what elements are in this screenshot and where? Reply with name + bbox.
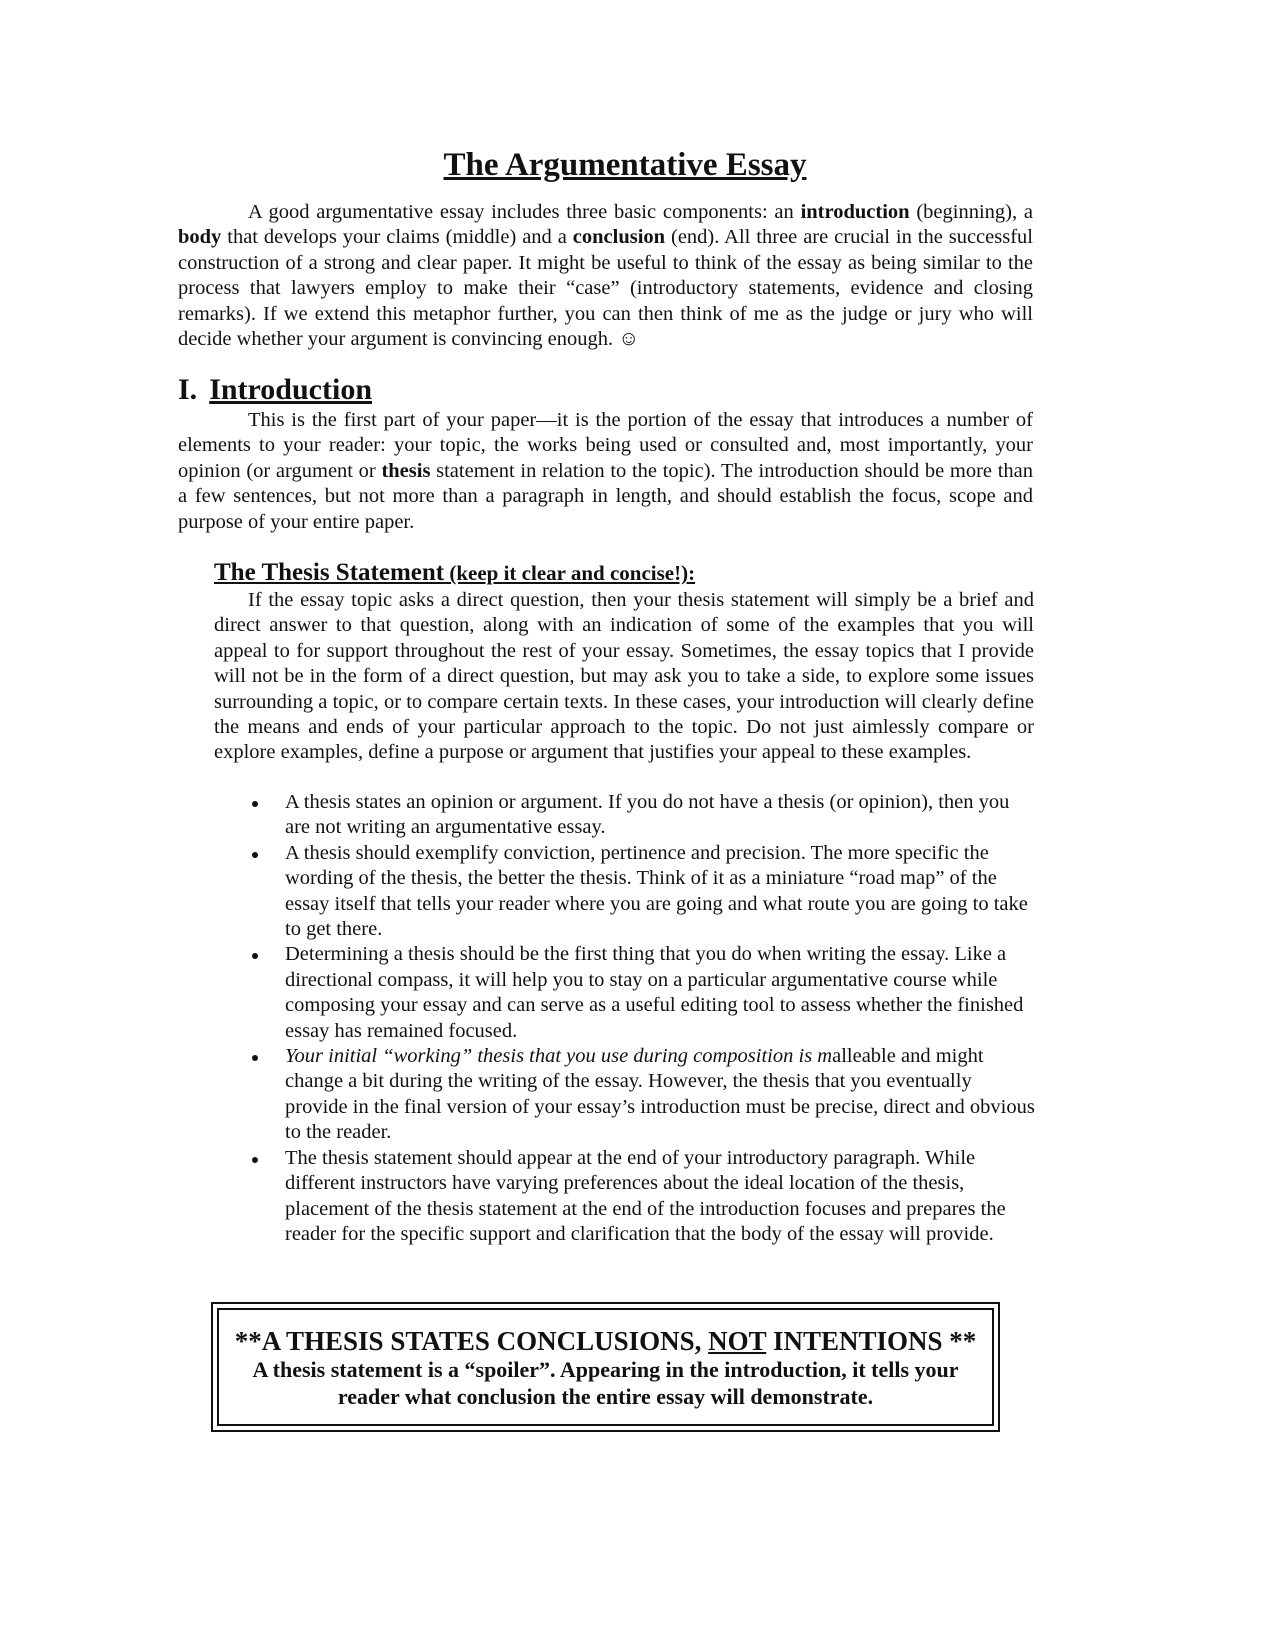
callout-title-post: INTENTIONS ** bbox=[766, 1326, 977, 1356]
thesis-paragraph-text: If the essay topic asks a direct question, then your thesis statement will simply be a brief and direct answer to that question, along with an indication of some of the examples that you will appeal to for support throughout the rest of your essay. Sometimes, the essay topics that I provide will not be in the form of a direct question, but may ask you to take a side, to explore some issues surrounding a topic, or to compare certain texts. In these cases, your introduction will clearly define the means and ends of your particular approach to the topic. Do not just aimlessly compare or explore examples, define a purpose or argument that justifies your appeal to these examples. bbox=[214, 589, 1034, 764]
callout-title-pre: **A THESIS STATES CONCLUSIONS, bbox=[234, 1326, 709, 1356]
callout-title-underlined: NOT bbox=[708, 1326, 767, 1356]
bullet-text: A thesis states an opinion or argument. If you do not have a thesis (or opinion), then you are not writing an argumentative essay. bbox=[285, 791, 1010, 839]
bullet-text: The thesis statement should appear at the end of your introductory paragraph. While different instructors have varying preferences about the ideal location of the thesis, placement of the thesis statement at the end of the introduction focuses and prepares the reader for the specific support and clarification that the body of the essay will provide. bbox=[285, 1146, 1006, 1245]
intro-text-4: (end). All three are crucial in the successful construction of a strong and clear paper. It might be useful to think of the essay as being similar to the process that lawyers employ to make their “case” (introductory statements, evidence and closing remarks). If we extend this metaphor further, you can then think of me as the judge or jury who will decide whether your argument is convincing enough. ☺ bbox=[178, 226, 1033, 351]
section-bold-thesis: thesis bbox=[381, 459, 431, 482]
bullet-text: alleable and might change a bit during the writing of the essay. However, the thesis that you eventually provide in the final version of your essay’s introduction must be precise, direct and obvious to the reader. bbox=[285, 1045, 1035, 1144]
intro-bold-introduction: introduction bbox=[800, 201, 910, 223]
bullet-icon bbox=[252, 852, 258, 858]
list-item bbox=[214, 942, 1039, 1044]
section-number: I. bbox=[178, 373, 198, 406]
callout-box bbox=[211, 1302, 1000, 1432]
list-item bbox=[214, 841, 1039, 943]
introduction-paragraph bbox=[178, 408, 1033, 535]
thesis-paragraph bbox=[214, 588, 1034, 766]
list-item bbox=[214, 1146, 1039, 1248]
intro-bold-body: body bbox=[178, 226, 222, 249]
thesis-bullet-list bbox=[214, 790, 1039, 1247]
bullet-italic-text: Your initial “working” thesis that you use during composition is m bbox=[285, 1045, 833, 1068]
intro-text-2: (beginning), a bbox=[909, 201, 1033, 223]
bullet-icon bbox=[252, 801, 258, 807]
bullet-text: A thesis should exemplify conviction, pertinence and precision. The more specific the wording of the thesis, the better the thesis. Think of it as a miniature “road map” of the essay itself that tells your reader where you are going and what route you are going to take to get there. bbox=[285, 841, 1028, 941]
section-heading-introduction bbox=[178, 372, 372, 408]
list-item bbox=[214, 1044, 1039, 1146]
section-text-1: This is the first part of your paper—it is the portion of the essay that introduces a number of elements to your reader: your topic, the works being used or consulted and, most importantly, your opinion (or argument or bbox=[178, 409, 1033, 482]
callout-body: A thesis statement is a “spoiler”. Appearing in the introduction, it tells your reader what conclusion the entire essay will demonstrate. bbox=[252, 1357, 959, 1409]
callout-inner-border bbox=[217, 1308, 994, 1426]
intro-paragraph bbox=[178, 200, 1033, 352]
callout-title bbox=[219, 1326, 992, 1356]
intro-text-1: A good argumentative essay includes three basic components: an bbox=[248, 201, 801, 223]
list-item bbox=[214, 790, 1039, 841]
thesis-heading-note: (keep it clear and concise!): bbox=[444, 561, 696, 585]
thesis-subheading bbox=[214, 558, 695, 591]
thesis-heading: The Thesis Statement bbox=[214, 559, 445, 586]
section-title: Introduction bbox=[209, 373, 373, 406]
bullet-text: Determining a thesis should be the first thing that you do when writing the essay. Like a directional compass, it will help you to stay on a particular argumentative course while composing your essay and can serve as a useful editing tool to assess whether the finished essay has remained focused. bbox=[285, 943, 1024, 1042]
bullet-icon bbox=[252, 1157, 258, 1163]
bullet-icon bbox=[252, 953, 258, 959]
page-title: The Argumentative Essay bbox=[443, 147, 807, 183]
intro-text-3: that develops your claims (middle) and a bbox=[221, 226, 573, 249]
section-text-2: statement in relation to the topic). The introduction should be more than a few sentences, but not more than a paragraph in length, and should establish the focus, scope and purpose of your entire paper. bbox=[178, 459, 1033, 533]
bullet-icon bbox=[252, 1055, 258, 1061]
intro-bold-conclusion: conclusion bbox=[572, 226, 666, 249]
